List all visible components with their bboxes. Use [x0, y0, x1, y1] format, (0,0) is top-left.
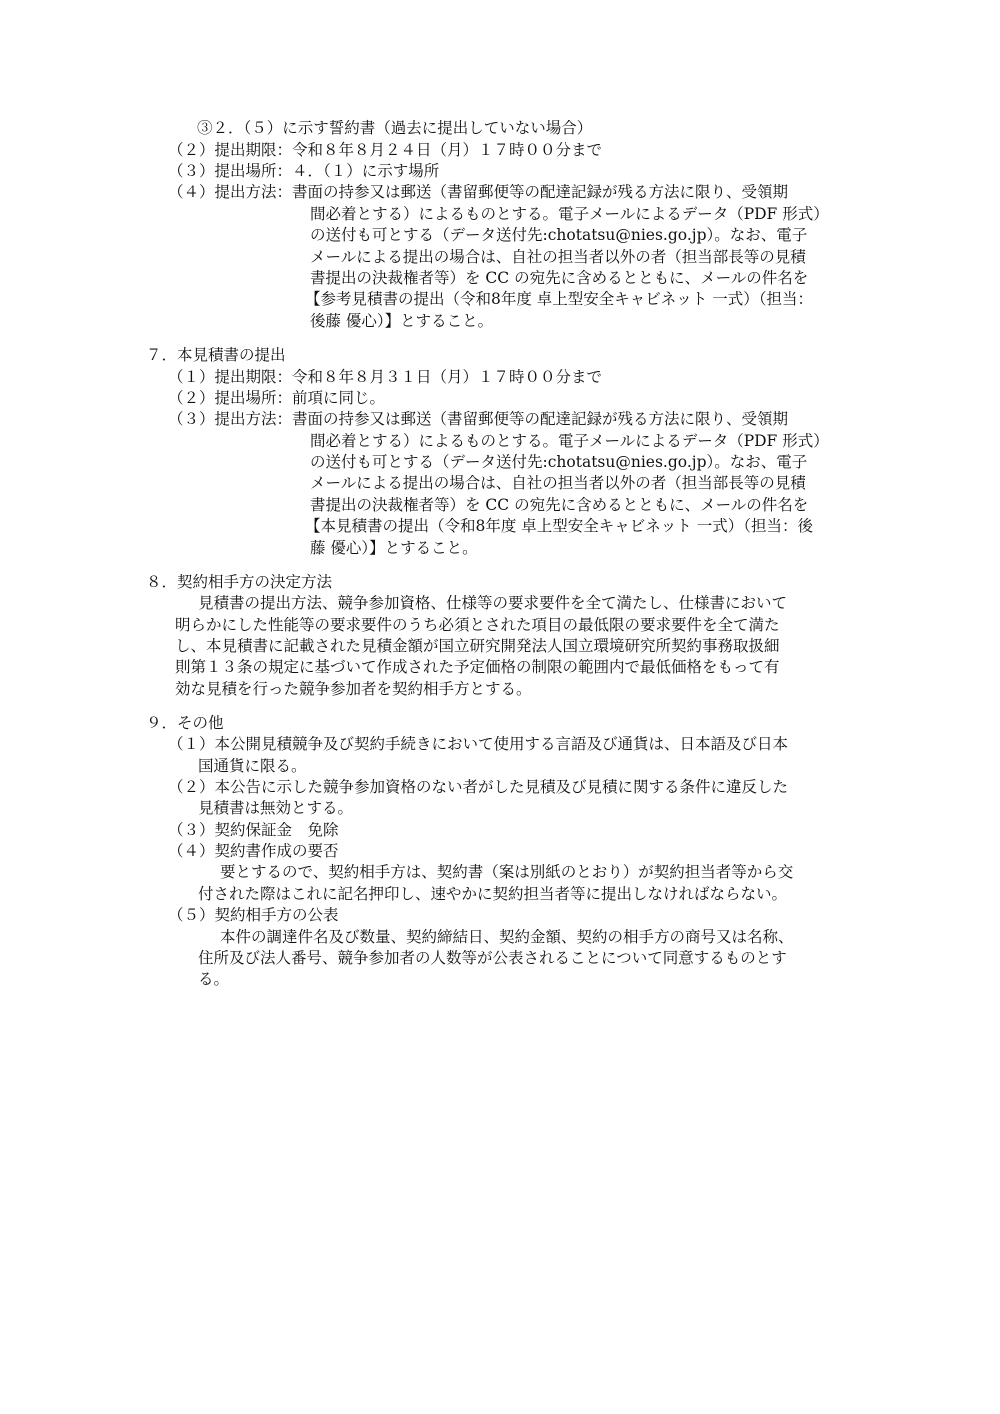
section-heading: ８．契約相手方の決定方法 — [146, 573, 333, 591]
text-line: メールによる提出の場合は、自社の担当者以外の者（担当部長等の見積 — [310, 248, 806, 266]
text-line: し、本見積書に記載された見積金額が国立研究開発法人国立環境研究所契約事務取扱細 — [175, 637, 780, 655]
text-line: 書提出の決裁権者等）を CC の宛先に含めるとともに、メールの件名を — [310, 269, 809, 287]
text-line: 【参考見積書の提出（令和8年度 卓上型安全キャビネット 一式）（担当： — [305, 290, 813, 308]
text-line: 明らかにした性能等の要求要件のうち必須とされた項目の最低限の要求要件を全て満た — [175, 616, 780, 634]
text-line: 国通貨に限る。 — [198, 757, 307, 775]
text-line: ③２．（５）に示す誓約書（過去に提出していない場合） — [197, 119, 593, 137]
text-line: （４）契約書作成の要否 — [168, 842, 339, 860]
text-line: 間必着とする）によるものとする。電子メールによるデータ（PDF 形式） — [310, 432, 829, 450]
text-line: 要とするので、契約相手方は、契約書（案は別紙のとおり）が契約担当者等から交 — [220, 863, 794, 881]
text-line: 書提出の決裁権者等）を CC の宛先に含めるとともに、メールの件名を — [310, 496, 809, 514]
text-line: 【本見積書の提出（令和8年度 卓上型安全キャビネット 一式）（担当：後 — [305, 517, 813, 535]
text-line: 則第１３条の規定に基づいて作成された予定価格の制限の範囲内で最低価格をもって有 — [175, 658, 780, 676]
text-line: （１）本公開見積競争及び契約手続きにおいて使用する言語及び通貨は、日本語及び日本 — [168, 735, 789, 753]
text-line: （３）提出場所：４．（１）に示す場所 — [168, 162, 440, 180]
text-line: （３）契約保証金 免除 — [168, 821, 339, 839]
text-line: （３）提出方法：書面の持参又は郵送（書留郵便等の配達記録が残る方法に限り、受領期 — [168, 410, 789, 428]
text-line: （４）提出方法：書面の持参又は郵送（書留郵便等の配達記録が残る方法に限り、受領期 — [168, 183, 789, 201]
text-line: （１）提出期限：令和８年８月３１日（月）１７時００分まで — [168, 368, 603, 386]
section-heading: ９．その他 — [146, 714, 224, 732]
section-heading: ７．本見積書の提出 — [146, 346, 286, 364]
text-line: （２）提出期限：令和８年８月２４日（月）１７時００分まで — [168, 141, 603, 159]
text-line: （５）契約相手方の公表 — [168, 906, 339, 924]
text-line: 後藤 優心）】とすること。 — [310, 312, 494, 330]
text-line: 藤 優心）】とすること。 — [310, 539, 478, 557]
text-line: メールによる提出の場合は、自社の担当者以外の者（担当部長等の見積 — [310, 474, 806, 492]
text-line: （２）本公告に示した競争参加資格のない者がした見積及び見積に関する条件に違反した — [168, 778, 789, 796]
text-line: 間必着とする）によるものとする。電子メールによるデータ（PDF 形式） — [310, 205, 829, 223]
text-line: 効な見積を行った競争参加者を契約相手方とする。 — [175, 680, 532, 698]
text-line: る。 — [198, 970, 230, 988]
text-line: 住所及び法人番号、競争参加者の人数等が公表されることについて同意するものとす — [198, 949, 787, 967]
text-line: 見積書の提出方法、競争参加資格、仕様等の要求要件を全て満たし、仕様書において — [198, 594, 788, 612]
text-line: 本件の調達件名及び数量、契約締結日、契約金額、契約の相手方の商号又は名称、 — [220, 928, 794, 946]
text-line: の送付も可とする（データ送付先:chotatsu@nies.go.jp）。なお、電子 — [310, 226, 808, 244]
text-line: 見積書は無効とする。 — [198, 799, 354, 817]
text-line: （２）提出場所：前項に同じ。 — [168, 389, 386, 407]
text-line: の送付も可とする（データ送付先:chotatsu@nies.go.jp）。なお、電子 — [310, 453, 808, 471]
text-line: 付された際はこれに記名押印し、速やかに契約担当者等に提出しなければならない。 — [198, 885, 788, 903]
